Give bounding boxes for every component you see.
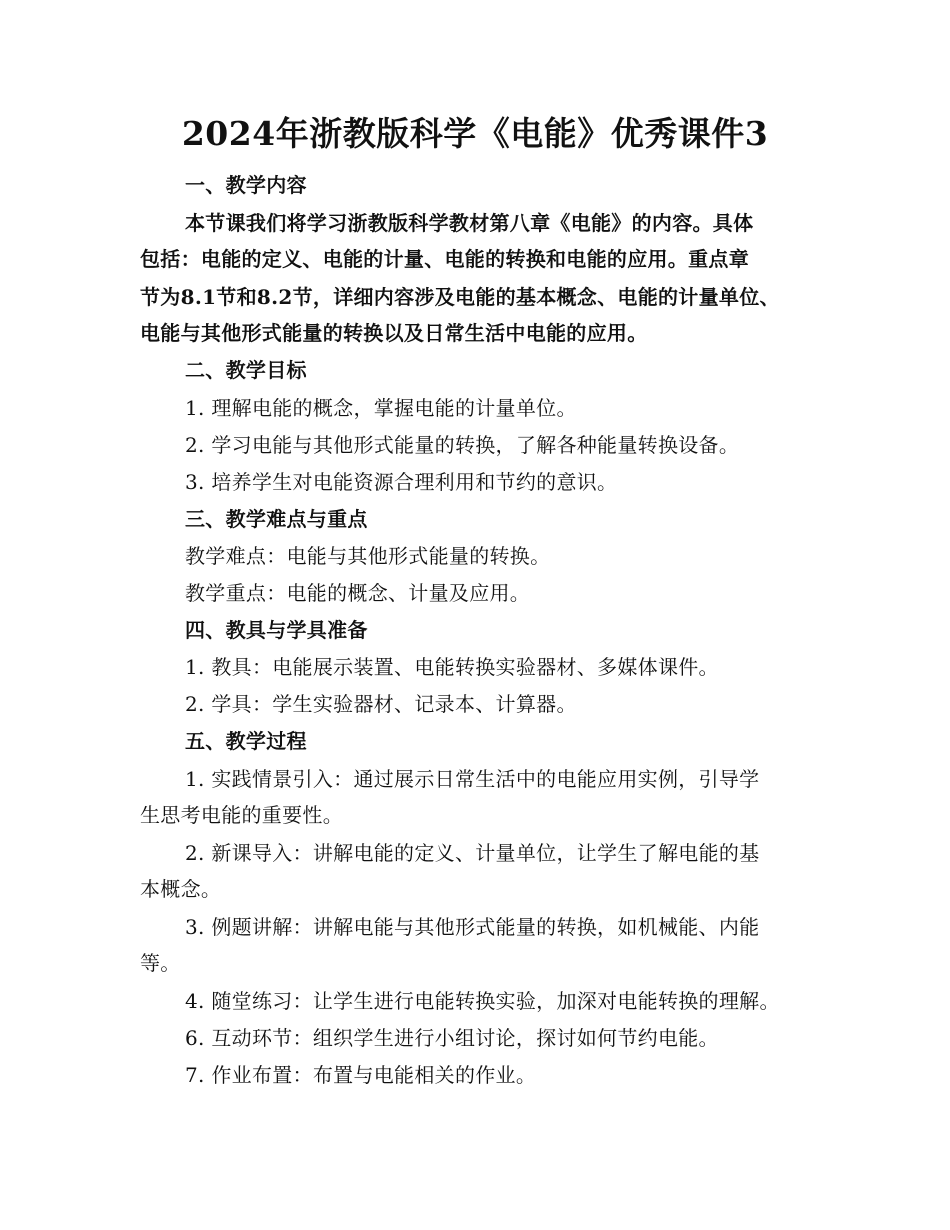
section-heading-teaching-goals: 二、教学目标 bbox=[185, 358, 307, 382]
text-line: 教学难点：电能与其他形式能量的转换。 bbox=[185, 544, 551, 568]
section-heading-difficulties: 三、教学难点与重点 bbox=[185, 507, 368, 531]
paragraph-line: 本节课我们将学习浙教版科学教材第八章《电能》的内容。具体 bbox=[185, 211, 754, 235]
text-line: 教学重点：电能的概念、计量及应用。 bbox=[185, 581, 531, 605]
list-item: 3. 例题讲解：讲解电能与其他形式能量的转换，如机械能、内能 bbox=[185, 915, 760, 939]
section-heading-materials: 四、教具与学具准备 bbox=[185, 618, 368, 642]
list-item: 6. 互动环节：组织学生进行小组讨论，探讨如何节约电能。 bbox=[185, 1026, 719, 1050]
list-item: 1. 教具：电能展示装置、电能转换实验器材、多媒体课件。 bbox=[185, 655, 719, 679]
list-item: 4. 随堂练习：让学生进行电能转换实验，加深对电能转换的理解。 bbox=[185, 989, 780, 1013]
paragraph-line: 节为8.1节和8.2节，详细内容涉及电能的基本概念、电能的计量单位、 bbox=[140, 285, 780, 309]
section-heading-process: 五、教学过程 bbox=[185, 729, 307, 753]
list-item: 7. 作业布置：布置与电能相关的作业。 bbox=[185, 1063, 537, 1087]
list-item: 2. 学习电能与其他形式能量的转换，了解各种能量转换设备。 bbox=[185, 433, 740, 457]
list-item: 1. 实践情景引入：通过展示日常生活中的电能应用实例，引导学 bbox=[185, 767, 760, 791]
list-item-continuation: 本概念。 bbox=[140, 877, 222, 901]
page-title: 2024年浙教版科学《电能》优秀课件3 bbox=[181, 114, 769, 153]
list-item: 2. 新课导入：讲解电能的定义、计量单位，让学生了解电能的基 bbox=[185, 841, 760, 865]
list-item: 1. 理解电能的概念，掌握电能的计量单位。 bbox=[185, 396, 577, 420]
list-item: 3. 培养学生对电能资源合理利用和节约的意识。 bbox=[185, 470, 618, 494]
paragraph-line: 包括：电能的定义、电能的计量、电能的转换和电能的应用。重点章 bbox=[140, 247, 749, 271]
list-item-continuation: 生思考电能的重要性。 bbox=[140, 803, 343, 827]
section-heading-teaching-content: 一、教学内容 bbox=[185, 173, 307, 197]
paragraph-line: 电能与其他形式能量的转换以及日常生活中电能的应用。 bbox=[140, 321, 648, 345]
list-item-continuation: 等。 bbox=[140, 951, 181, 975]
list-item: 2. 学具：学生实验器材、记录本、计算器。 bbox=[185, 692, 577, 716]
